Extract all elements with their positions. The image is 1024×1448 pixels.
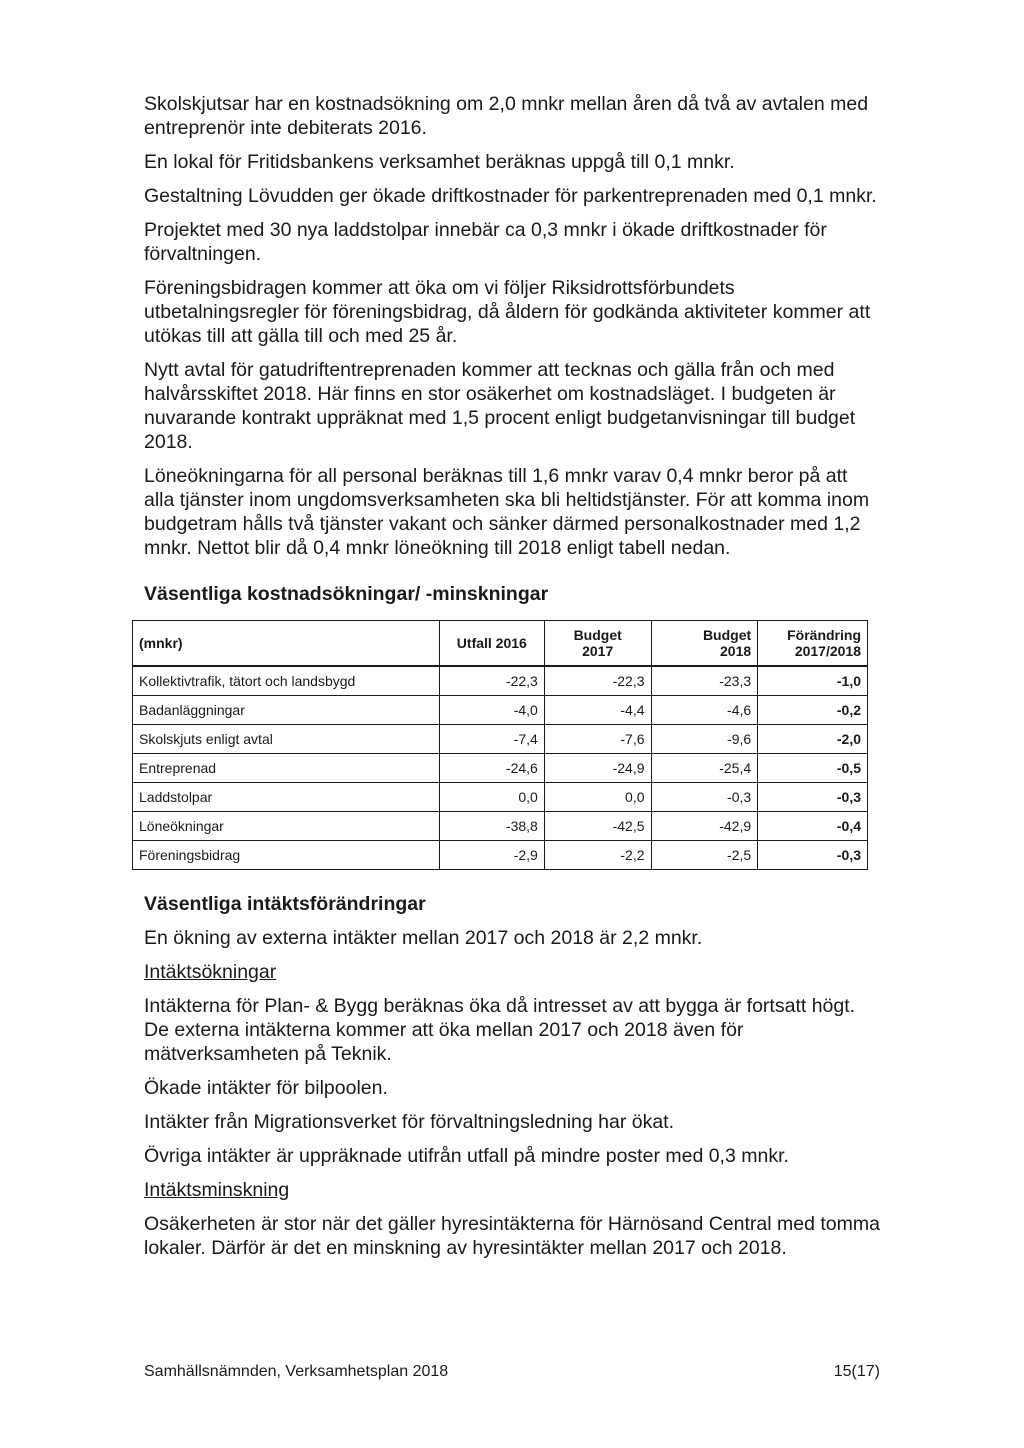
- col-header-mnkr: (mnkr): [133, 621, 440, 667]
- cost-table: [132, 620, 868, 870]
- table-row: [133, 754, 868, 783]
- cell-utfall-2016: -7,4: [439, 725, 544, 754]
- cell-budget-2017: 0,0: [544, 783, 651, 812]
- table-row: [133, 666, 868, 696]
- paragraph-foreningsbidrag: Föreningsbidragen kommer att öka om vi följer Riksidrottsförbundets utbetalningsregler för föreningsbidrag, då åldern för godkända aktiviteter kommer att utökas till att gälla till och med 25 år.: [144, 277, 871, 347]
- cell-forandring: -2,0: [758, 725, 868, 754]
- cell-budget-2018: -4,6: [651, 696, 758, 725]
- cell-budget-2017: -2,2: [544, 841, 651, 870]
- cell-budget-2018: -25,4: [651, 754, 758, 783]
- col-header-forandring-line1: Förändring: [787, 627, 861, 643]
- col-header-budget-2018-line1: Budget: [702, 627, 752, 643]
- row-label: Föreningsbidrag: [133, 841, 440, 870]
- row-label: Kollektivtrafik, tätort och landsbygd: [133, 666, 440, 696]
- col-header-budget-2018-line2: 2018: [720, 643, 752, 659]
- cell-forandring: -0,3: [758, 783, 868, 812]
- cell-budget-2018: -0,3: [651, 783, 758, 812]
- cell-forandring: -0,3: [758, 841, 868, 870]
- paragraph-bilpoolen: Ökade intäkter för bilpoolen.: [144, 1077, 388, 1099]
- cell-budget-2018: -23,3: [651, 666, 758, 696]
- row-label: Badanläggningar: [133, 696, 440, 725]
- paragraph-fritidsbanken: En lokal för Fritidsbankens verksamhet beräknas uppgå till 0,1 mnkr.: [144, 151, 735, 173]
- cell-budget-2017: -7,6: [544, 725, 651, 754]
- cell-utfall-2016: -38,8: [439, 812, 544, 841]
- paragraph-loneokningar: Löneökningarna för all personal beräknas till 1,6 mnkr varav 0,4 mnkr beror på att alla tjänster inom ungdomsverksamheten ska bli heltidstjänster. För att komma inom budgetram hålls två tjänster vakant och sänker därmed personalkostnader med 1,2 mnkr. Nettot blir då 0,4 mnkr löneökning till 2018 enligt tabell nedan.: [144, 465, 870, 559]
- cell-budget-2017: -24,9: [544, 754, 651, 783]
- paragraph-plan-bygg: Intäkterna för Plan- & Bygg beräknas öka då intresset av att bygga är fortsatt högt. De externa intäkterna kommer att öka mellan 2017 och 2018 även för mätverksamheten på Teknik.: [144, 995, 856, 1065]
- col-header-budget-2018: [651, 621, 758, 667]
- col-header-forandring: [758, 621, 868, 667]
- col-header-utfall-2016: Utfall 2016: [439, 621, 544, 667]
- income-decrease-heading: Intäktsminskning: [144, 1179, 290, 1201]
- col-header-budget-2017: [544, 621, 651, 667]
- cell-budget-2017: -22,3: [544, 666, 651, 696]
- paragraph-ovriga-intakter: Övriga intäkter är uppräknade utifrån utfall på mindre poster med 0,3 mnkr.: [144, 1145, 789, 1167]
- paragraph-migrationsverket: Intäkter från Migrationsverket för förvaltningsledning har ökat.: [144, 1111, 675, 1133]
- paragraph-harnosand-central: Osäkerheten är stor när det gäller hyresintäkterna för Härnösand Central med tomma lokaler. Därför är det en minskning av hyresintäkter mellan 2017 och 2018.: [144, 1213, 880, 1259]
- paragraph-skolskjutsar: Skolskjutsar har en kostnadsökning om 2,0 mnkr mellan åren då två av avtalen med entreprenör inte debiterats 2016.: [144, 93, 869, 139]
- col-header-budget-2017-line1: Budget: [573, 627, 622, 643]
- footer-document-title: Samhällsnämnden, Verksamhetsplan 2018: [144, 1363, 449, 1380]
- cell-forandring: -0,5: [758, 754, 868, 783]
- cell-budget-2017: -42,5: [544, 812, 651, 841]
- income-increase-heading: Intäktsökningar: [144, 961, 277, 983]
- col-header-forandring-line2: 2017/2018: [794, 643, 861, 659]
- row-label: Laddstolpar: [133, 783, 440, 812]
- cell-forandring: -1,0: [758, 666, 868, 696]
- income-intro: En ökning av externa intäkter mellan 2017 och 2018 är 2,2 mnkr.: [144, 927, 703, 949]
- cell-utfall-2016: -4,0: [439, 696, 544, 725]
- table-row: [133, 696, 868, 725]
- cell-budget-2018: -9,6: [651, 725, 758, 754]
- table-row: [133, 783, 868, 812]
- document-page: [139, 92, 880, 1270]
- table-row: [133, 841, 868, 870]
- cell-forandring: -0,4: [758, 812, 868, 841]
- cell-utfall-2016: -24,6: [439, 754, 544, 783]
- cost-section-heading: Väsentliga kostnadsökningar/ -minskningar: [144, 583, 549, 605]
- footer-page-number: 15(17): [833, 1363, 880, 1380]
- cell-budget-2018: -2,5: [651, 841, 758, 870]
- table-row: [133, 725, 868, 754]
- cell-utfall-2016: -2,9: [439, 841, 544, 870]
- cost-table-header-row: [133, 621, 868, 667]
- cell-utfall-2016: 0,0: [439, 783, 544, 812]
- cell-budget-2018: -42,9: [651, 812, 758, 841]
- paragraph-lovudden: Gestaltning Lövudden ger ökade driftkostnader för parkentreprenaden med 0,1 mnkr.: [144, 185, 877, 207]
- row-label: Löneökningar: [133, 812, 440, 841]
- paragraph-gatudrift: Nytt avtal för gatudriftentreprenaden kommer att tecknas och gälla från och med halvårsskiftet 2018. Här finns en stor osäkerhet om kostnadsläget. I budgeten är nuvarande kontrakt uppräknat med 1,5 procent enligt budgetanvisningar till budget 2018.: [144, 359, 856, 453]
- cell-budget-2017: -4,4: [544, 696, 651, 725]
- cell-utfall-2016: -22,3: [439, 666, 544, 696]
- row-label: Skolskjuts enligt avtal: [133, 725, 440, 754]
- col-header-budget-2017-line2: 2017: [582, 643, 614, 659]
- paragraph-laddstolpar: Projektet med 30 nya laddstolpar innebär ca 0,3 mnkr i ökade driftkostnader för förvaltningen.: [144, 219, 827, 265]
- cell-forandring: -0,2: [758, 696, 868, 725]
- income-section-heading: Väsentliga intäktsförändringar: [144, 893, 426, 915]
- table-row: [133, 812, 868, 841]
- row-label: Entreprenad: [133, 754, 440, 783]
